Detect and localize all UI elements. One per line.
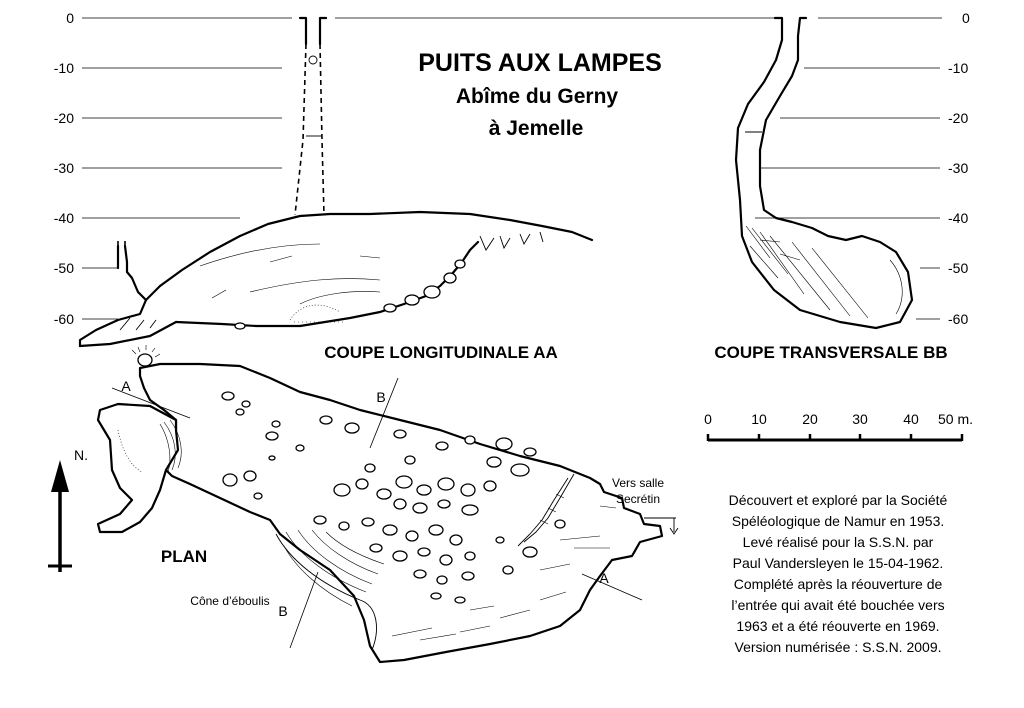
long-depth-10: -10 bbox=[53, 60, 74, 76]
scale-tick-20: 20 bbox=[802, 411, 818, 427]
credits-line-1: Découvert et exploré par la Société bbox=[728, 492, 948, 508]
scale-tick-40: 40 bbox=[903, 411, 919, 427]
scale-tick-50: 50 m. bbox=[938, 411, 974, 427]
trans-depth-20: -20 bbox=[948, 110, 969, 126]
scale-tick-0: 0 bbox=[704, 411, 712, 427]
trans-depth-guides bbox=[755, 18, 942, 319]
longitudinal-section bbox=[54, 10, 775, 362]
north-label: N. bbox=[74, 447, 88, 463]
credits-line-6: l’entrée qui avait été bouchée vers bbox=[731, 597, 945, 613]
title-line-3: à Jemelle bbox=[488, 117, 584, 140]
entrance-shaft bbox=[295, 18, 326, 215]
long-depth-0: 0 bbox=[66, 10, 74, 26]
exit-label-line-2: Secrétin bbox=[615, 492, 661, 506]
long-section-label: COUPE LONGITUDINALE AA bbox=[324, 343, 558, 362]
credits-line-3: Levé réalisé pour la S.S.N. par bbox=[742, 534, 934, 550]
scale-bar bbox=[704, 411, 973, 441]
plan-view bbox=[98, 345, 678, 662]
transversal-section bbox=[714, 10, 970, 362]
long-depth-40: -40 bbox=[53, 210, 74, 226]
trans-depth-30: -30 bbox=[948, 160, 969, 176]
section-marker-b-bottom: B bbox=[278, 603, 288, 619]
title-block bbox=[418, 49, 662, 140]
credits-line-4: Paul Vandersleyen le 15-04-1962. bbox=[732, 555, 944, 571]
trans-depth-10: -10 bbox=[948, 60, 969, 76]
long-depth-30: -30 bbox=[53, 160, 74, 176]
credits-line-5: Complété après la réouverture de bbox=[733, 576, 943, 592]
credits-line-7: 1963 et a été réouverte en 1969. bbox=[736, 618, 940, 634]
chamber-profile bbox=[80, 212, 592, 346]
north-arrow-icon bbox=[48, 447, 88, 572]
section-marker-a-top: A bbox=[121, 378, 131, 394]
scale-tick-30: 30 bbox=[852, 411, 868, 427]
scree-cone-label: Cône d’éboulis bbox=[190, 594, 270, 608]
title-line-1: PUITS AUX LAMPES bbox=[418, 49, 662, 77]
credits-line-8: Version numérisée : S.S.N. 2009. bbox=[734, 639, 942, 655]
trans-shaft-and-chamber bbox=[736, 18, 912, 328]
long-depth-60: -60 bbox=[53, 311, 74, 327]
plan-entrance bbox=[132, 345, 160, 366]
plan-west-lobe bbox=[98, 404, 178, 532]
credits-block bbox=[729, 492, 948, 655]
trans-depth-0: 0 bbox=[962, 10, 970, 26]
trans-section-label: COUPE TRANSVERSALE BB bbox=[714, 343, 948, 362]
title-line-2: Abîme du Gerny bbox=[455, 85, 619, 108]
section-marker-b-top: B bbox=[376, 389, 386, 405]
trans-depth-60: -60 bbox=[948, 311, 969, 327]
trans-depth-50: -50 bbox=[948, 260, 969, 276]
long-depth-50: -50 bbox=[53, 260, 74, 276]
section-marker-a-bottom: A bbox=[599, 570, 609, 586]
credits-line-2: Spéléologique de Namur en 1953. bbox=[731, 513, 945, 529]
long-depth-20: -20 bbox=[53, 110, 74, 126]
scale-tick-10: 10 bbox=[751, 411, 767, 427]
exit-label-line-1: Vers salle bbox=[611, 476, 665, 490]
plan-label: PLAN bbox=[160, 547, 208, 566]
trans-depth-40: -40 bbox=[948, 210, 969, 226]
plan-outline bbox=[140, 364, 665, 662]
